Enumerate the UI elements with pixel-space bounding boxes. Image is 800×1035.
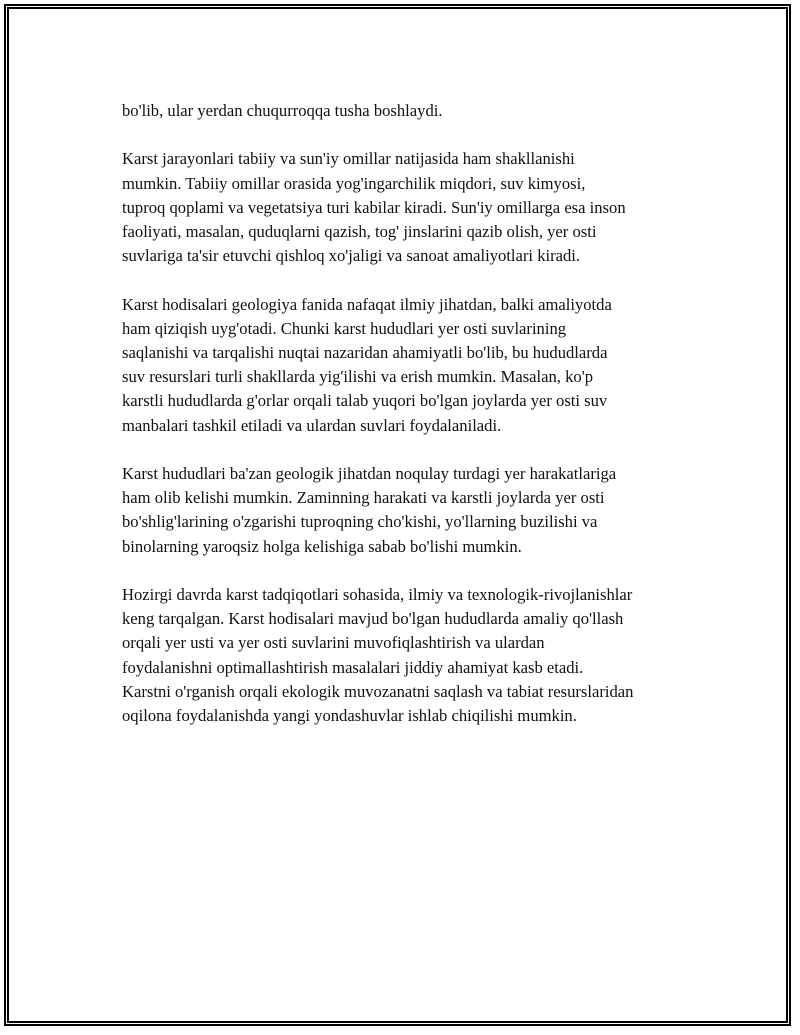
paragraph-5 [122, 583, 702, 728]
paragraph-2 [122, 147, 702, 268]
text-line: orqali yer usti va yer osti suvlarini muvofiqlashtirish va ulardan [122, 633, 545, 653]
text-line: tuproq qoplami va vegetatsiya turi kabilar kiradi. Sun'iy omillarga esa inson [122, 197, 626, 217]
paragraph-3 [122, 293, 702, 438]
paragraph-1 [122, 99, 702, 123]
text-line: Hozirgi davrda karst tadqiqotlari sohasida, ilmiy va texnologik-rivojlanishlar [122, 585, 633, 604]
text-line: bo'lib, ular yerdan chuqurroqqa tusha boshlaydi. [122, 101, 443, 120]
text-line: Karst jarayonlari tabiiy va sun'iy omillar natijasida ham shakllanishi [122, 149, 575, 169]
text-line: Karstni o'rganish orqali ekologik muvozanatni saqlash va tabiat resurslaridan [122, 681, 634, 701]
text-line: manbalari tashkil etiladi va ulardan suvlari foydalaniladi. [122, 415, 502, 435]
document-page [4, 4, 791, 1026]
text-line: suv resurslari turli shakllarda yig'ilishi va erish mumkin. Masalan, ko'p [122, 367, 593, 387]
text-line: faoliyati, masalan, quduqlarni qazish, tog' jinslarini qazib olish, yer osti [122, 222, 597, 241]
text-line: bo'shlig'larining o'zgarishi tuproqning cho'kishi, yo'llarning buzilishi va [122, 512, 598, 532]
text-line: binolarning yaroqsiz holga kelishiga sabab bo'lishi mumkin. [122, 536, 522, 556]
text-line: Karst hodisalari geologiya fanida nafaqat ilmiy jihatdan, balki amaliyotda [122, 294, 612, 314]
text-line: ham olib kelishi mumkin. Zaminning harakati va karstli joylarda yer osti [122, 488, 605, 508]
document-body [122, 99, 702, 752]
text-line: Karst hududlari ba'zan geologik jihatdan noqulay turdagi yer harakatlariga [122, 464, 617, 483]
paragraph-4 [122, 462, 702, 559]
text-line: ham qiziqish uyg'otadi. Chunki karst hududlari yer osti suvlarining [122, 318, 567, 338]
text-line: karstli hududlarda g'orlar orqali talab yuqori bo'lgan joylarda yer osti suv [122, 391, 608, 411]
text-line: foydalanishni optimallashtirish masalalari jiddiy ahamiyat kasb etadi. [122, 657, 584, 677]
text-line: mumkin. Tabiiy omillar orasida yog'ingarchilik miqdori, suv kimyosi, [122, 173, 586, 193]
text-line: suvlariga ta'sir etuvchi qishloq xo'jaligi va sanoat amaliyotlari kiradi. [122, 246, 581, 266]
text-line: keng tarqalgan. Karst hodisalari mavjud bo'lgan hududlarda amaliy qo'llash [122, 609, 624, 629]
text-line: oqilona foydalanishda yangi yondashuvlar ishlab chiqilishi mumkin. [122, 706, 577, 726]
text-line: saqlanishi va tarqalishi nuqtai nazaridan ahamiyatli bo'lib, bu hududlarda [122, 343, 608, 362]
